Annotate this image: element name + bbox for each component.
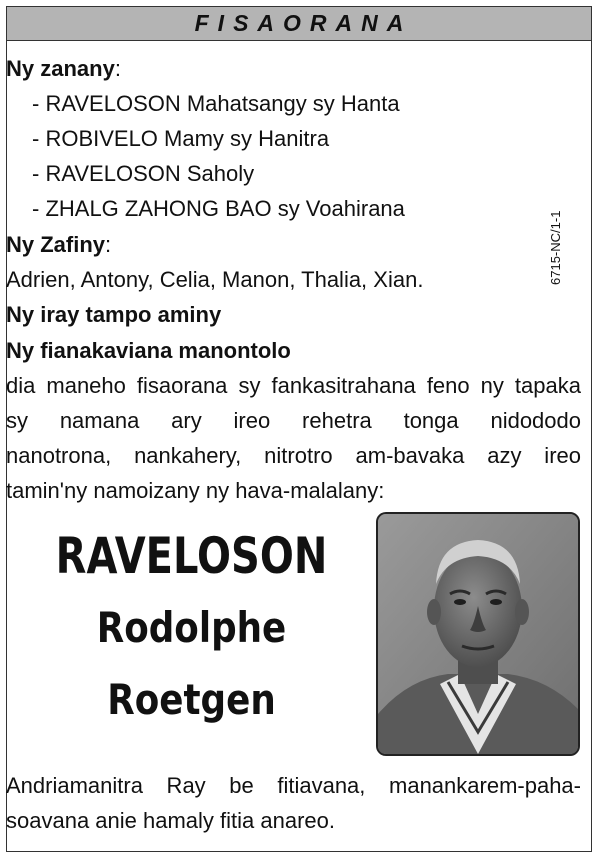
closing-line-2: soavana anie hamaly fitia anareo. bbox=[6, 808, 335, 833]
reference-code: 6715-NC/1-1 bbox=[548, 210, 563, 285]
grandchildren-heading bbox=[6, 232, 111, 258]
message-line-3: nanotrona, nankahery, nitrotro am-bavaka azy ireo bbox=[6, 443, 581, 468]
deceased-second-name: Roetgen bbox=[107, 675, 276, 724]
message-line-2: sy namana ary ireo rehetra tonga nidododo bbox=[6, 408, 581, 433]
grandchildren-names: Adrien, Antony, Celia, Manon, Thalia, Xian. bbox=[6, 267, 424, 292]
child-item-2: - ROBIVELO Mamy sy Hanitra bbox=[32, 126, 330, 151]
portrait-photo bbox=[376, 512, 580, 756]
grandchildren-colon: : bbox=[105, 232, 112, 257]
children-heading bbox=[6, 56, 121, 82]
child-item-3: - RAVELOSON Saholy bbox=[32, 161, 255, 186]
grandchildren-label: Ny Zafiny bbox=[6, 232, 106, 257]
deceased-first-name: Rodolphe bbox=[96, 603, 287, 652]
relatives-line-2: Ny fianakaviana manontolo bbox=[6, 338, 291, 363]
announcement-title: FISAORANA bbox=[194, 10, 413, 36]
children-label: Ny zanany bbox=[6, 56, 115, 81]
message-line-4: tamin'ny namoizany ny hava-malalany: bbox=[6, 478, 385, 503]
child-item-4: - ZHALG ZAHONG BAO sy Voahirana bbox=[32, 196, 405, 221]
message-line-1: dia maneho fisaorana sy fankasitrahana feno ny tapaka bbox=[6, 373, 581, 398]
child-item-1: - RAVELOSON Mahatsangy sy Hanta bbox=[32, 91, 400, 116]
closing-line-1: Andriamanitra Ray be fitiavana, manankarem-paha- bbox=[6, 773, 581, 798]
portrait-image bbox=[378, 514, 578, 754]
children-colon: : bbox=[114, 56, 121, 81]
deceased-name bbox=[14, 520, 369, 736]
relatives-line-1: Ny iray tampo aminy bbox=[6, 302, 222, 327]
title-bar bbox=[7, 7, 591, 41]
deceased-surname: RAVELOSON bbox=[55, 527, 328, 585]
